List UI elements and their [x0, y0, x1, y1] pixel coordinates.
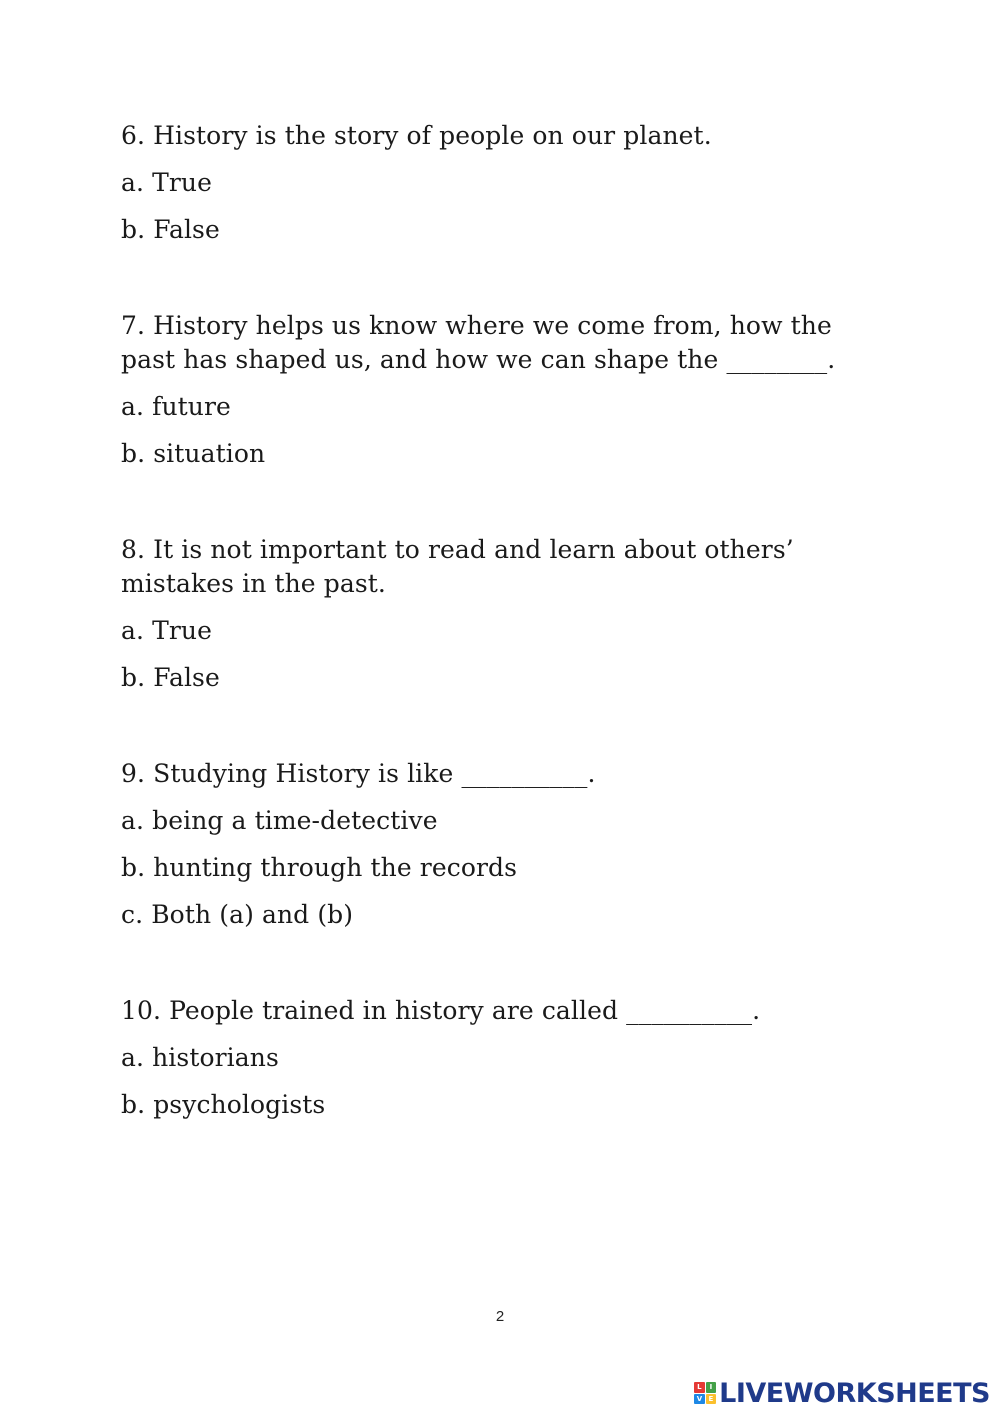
question-8-text-line1: 8. It is not important to read and learn about others’ — [121, 535, 794, 564]
question-10-text: 10. People trained in history are called __________. — [121, 996, 761, 1025]
question-7-text-line1: 7. History helps us know where we come from, how the — [121, 311, 832, 340]
question-6-option-a[interactable]: a. True — [121, 168, 213, 197]
page-number: 2 — [495, 1308, 505, 1325]
logo-mark-icon — [694, 1382, 716, 1404]
question-7-text-line2: past has shaped us, and how we can shape the ________. — [121, 345, 836, 374]
question-9-text: 9. Studying History is like __________. — [121, 759, 596, 788]
question-10-option-a[interactable]: a. historians — [121, 1043, 279, 1072]
logo-text: LIVEWORKSHEETS — [719, 1377, 990, 1409]
question-7-option-a[interactable]: a. future — [121, 392, 231, 421]
question-10 — [121, 994, 881, 1135]
question-8-option-b[interactable]: b. False — [121, 663, 220, 692]
question-9-option-b[interactable]: b. hunting through the records — [121, 853, 518, 882]
question-6-option-b[interactable]: b. False — [121, 215, 220, 244]
question-8-text-line2: mistakes in the past. — [121, 569, 386, 598]
question-6-text: 6. History is the story of people on our planet. — [121, 121, 712, 150]
question-7-text — [121, 309, 881, 377]
question-8 — [121, 533, 881, 708]
logo-mark-letter-v: V — [694, 1394, 705, 1405]
question-10-option-b[interactable]: b. psychologists — [121, 1090, 326, 1119]
question-9 — [121, 757, 881, 945]
question-9-option-c[interactable]: c. Both (a) and (b) — [121, 900, 354, 929]
question-8-text — [121, 533, 881, 601]
question-7 — [121, 309, 881, 484]
question-6 — [121, 119, 881, 260]
logo-mark-letter-e: E — [706, 1394, 717, 1405]
logo-mark-letter-l: L — [694, 1382, 705, 1393]
liveworksheets-logo — [694, 1378, 990, 1408]
logo-mark-letter-i: I — [706, 1382, 717, 1393]
question-9-option-a[interactable]: a. being a time-detective — [121, 806, 438, 835]
question-7-option-b[interactable]: b. situation — [121, 439, 266, 468]
question-8-option-a[interactable]: a. True — [121, 616, 213, 645]
